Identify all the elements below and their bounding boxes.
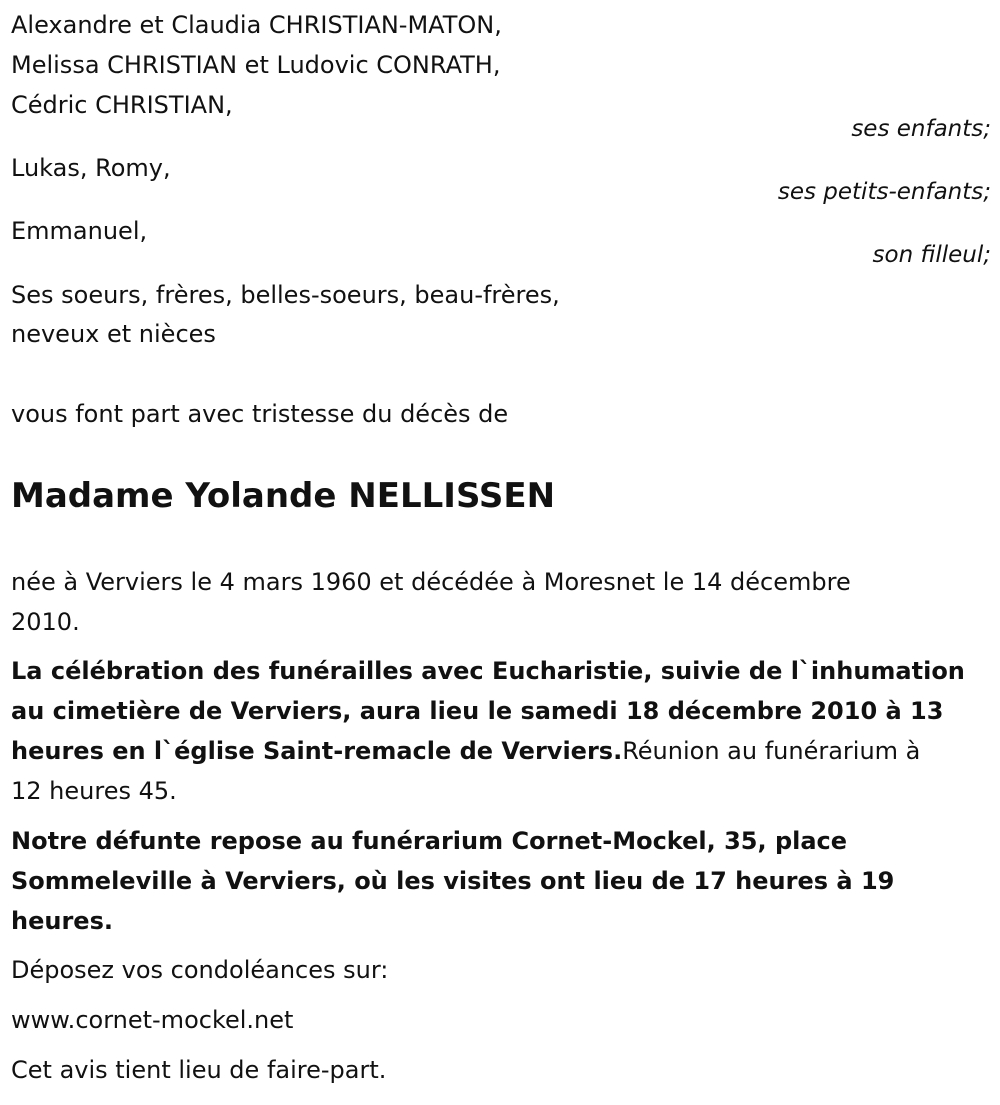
condolences-label: Déposez vos condoléances sur: <box>11 956 389 984</box>
closing-note: Cet avis tient lieu de faire-part. <box>11 1056 387 1084</box>
birth-death-line-1: née à Verviers le 4 mars 1960 et décédée à Moresnet le 14 décembre <box>11 568 851 596</box>
funeral-line-3 <box>11 731 920 771</box>
children-line-2: Melissa CHRISTIAN et Ludovic CONRATH, <box>11 51 501 79</box>
grandchildren-line: Lukas, Romy, <box>11 154 171 182</box>
website-link[interactable]: www.cornet-mockel.net <box>11 1006 294 1034</box>
visitation-line-1: Notre défunte repose au funérarium Cornet-Mockel, 35, place <box>11 827 848 855</box>
visitation-line-2: Sommeleville à Verviers, où les visites ont lieu de 17 heures à 19 <box>11 867 895 895</box>
funeral-church: heures en l`église Saint-remacle de Verviers. <box>11 737 623 765</box>
visitation-line-3: heures. <box>11 907 113 935</box>
children-line-1: Alexandre et Claudia CHRISTIAN-MATON, <box>11 11 502 39</box>
deceased-name: Madame Yolande NELLISSEN <box>11 476 556 516</box>
godson-line: Emmanuel, <box>11 217 148 245</box>
birth-death-line-2: 2010. <box>11 608 80 636</box>
siblings-line-1: Ses soeurs, frères, belles-soeurs, beau-frères, <box>11 281 560 309</box>
children-role: ses enfants; <box>851 116 991 142</box>
obituary-notice <box>11 0 991 1105</box>
funeral-line-2: au cimetière de Verviers, aura lieu le samedi 18 décembre 2010 à 13 <box>11 697 944 725</box>
siblings-line-2: neveux et nièces <box>11 320 216 348</box>
children-line-3: Cédric CHRISTIAN, <box>11 91 233 119</box>
grandchildren-role: ses petits-enfants; <box>777 179 991 205</box>
godson-role: son filleul; <box>872 242 991 268</box>
funeral-line-1: La célébration des funérailles avec Eucharistie, suivie de l`inhumation <box>11 657 965 685</box>
announcement-text: vous font part avec tristesse du décès de <box>11 400 509 428</box>
funeral-line-4: 12 heures 45. <box>11 777 177 805</box>
funeral-reunion: Réunion au funérarium à <box>622 737 921 765</box>
